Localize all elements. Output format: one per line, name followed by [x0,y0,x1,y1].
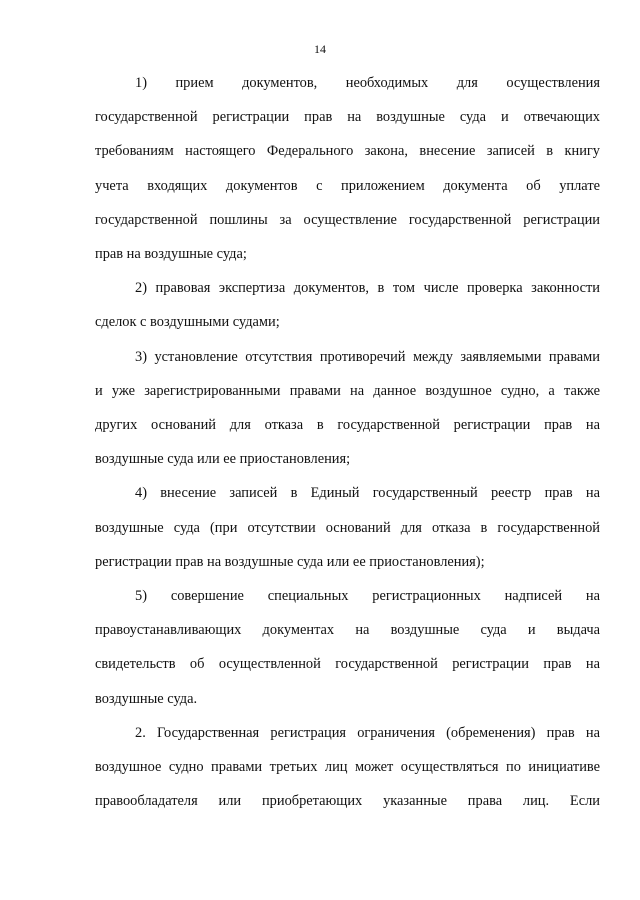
text-line: регистрации прав на воздушные суда или ее приостановления); [95,553,485,570]
document-body [95,66,600,818]
text-line: свидетельств об осуществленной государственной регистрации прав на [95,656,600,673]
text-line: 2) правовая экспертиза документов, в том числе проверка законности [135,280,600,297]
text-line: 4) внесение записей в Единый государственный реестр прав на [135,485,600,502]
text-line: 5) совершение специальных регистрационных надписей на [135,588,600,605]
text-line: прав на воздушные суда; [95,246,247,263]
text-line: 3) установление отсутствия противоречий между заявляемыми правами [135,348,600,365]
text-line: воздушные суда или ее приостановления; [95,451,351,468]
paragraph-item-5 [95,579,600,716]
text-line: правоустанавливающих документах на воздушные суда и выдача [95,622,600,639]
text-line: воздушное судно правами третьих лиц может осуществляться по инициативе [95,759,600,776]
text-line: 2. Государственная регистрация ограничения (обременения) прав на [135,724,600,741]
text-line: учета входящих документов с приложением документа об уплате [95,177,600,194]
paragraph-2 [95,716,600,819]
text-line: других оснований для отказа в государственной регистрации прав на [95,417,600,434]
text-line: государственной регистрации прав на воздушные суда и отвечающих [95,109,600,126]
paragraph-item-3 [95,340,600,477]
paragraph-item-1 [95,66,600,271]
text-line: сделок с воздушными судами; [95,314,280,331]
text-line: государственной пошлины за осуществление государственной регистрации [95,211,600,228]
text-line: воздушные суда. [95,690,198,707]
text-line: правообладателя или приобретающих указанные права лиц. Если [95,793,600,810]
text-line: воздушные суда (при отсутствии оснований для отказа в государственной [95,519,600,536]
text-line: и уже зарегистрированными правами на данное воздушное судно, а также [95,382,600,399]
page-number: 14 [314,42,326,56]
paragraph-item-4 [95,476,600,579]
paragraph-item-2 [95,271,600,339]
text-line: 1) прием документов, необходимых для осуществления [135,75,600,91]
text-line: требованиям настоящего Федерального закона, внесение записей в книгу [95,143,600,160]
